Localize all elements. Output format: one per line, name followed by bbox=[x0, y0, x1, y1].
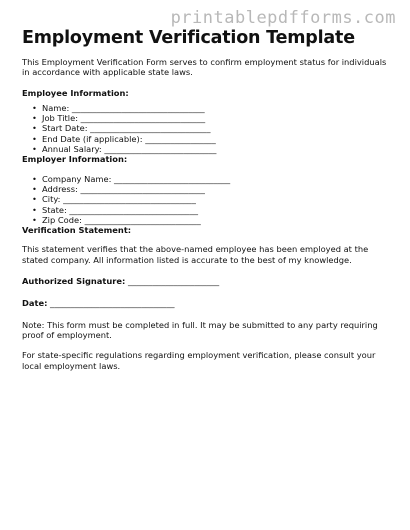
bullet-icon: • bbox=[32, 113, 37, 124]
date-blank: ______________________________ bbox=[50, 298, 175, 309]
bullet-icon: • bbox=[32, 214, 37, 225]
employee-field-end-date bbox=[32, 134, 392, 144]
employer-info-heading: Employer Information: bbox=[22, 154, 128, 165]
bullet-icon: • bbox=[32, 173, 37, 184]
bullet-icon: • bbox=[32, 133, 37, 144]
employer-field-list bbox=[22, 174, 392, 225]
field-label: End Date (if applicable): _________________ bbox=[42, 133, 216, 144]
field-label: Name: ________________________________ bbox=[42, 102, 205, 113]
employee-info-heading: Employee Information: bbox=[22, 87, 129, 98]
employee-field-name bbox=[32, 103, 392, 113]
employee-field-list bbox=[22, 103, 392, 154]
employer-field-address bbox=[32, 184, 392, 194]
page-title: Employment Verification Template bbox=[22, 28, 355, 48]
watermark: printablepdfforms.com bbox=[170, 8, 396, 28]
signature-blank: ______________________ bbox=[127, 276, 220, 287]
verification-heading: Verification Statement: bbox=[22, 225, 132, 236]
field-label: Zip Code: ____________________________ bbox=[42, 214, 201, 225]
closing-paragraph: For state-specific regulations regarding employment verification, please consult your local employment laws. bbox=[22, 350, 376, 371]
employee-field-start-date bbox=[32, 123, 392, 133]
signature-line bbox=[22, 276, 392, 286]
bullet-icon: • bbox=[32, 102, 37, 113]
note-paragraph: Note: This form must be completed in full. It may be submitted to any party requiring proof of employment. bbox=[22, 319, 378, 340]
field-label: Address: ______________________________ bbox=[42, 183, 205, 194]
employer-field-city bbox=[32, 194, 392, 204]
employer-field-zip-code bbox=[32, 215, 392, 225]
intro-paragraph: This Employment Verification Form serves to confirm employment status for individuals in accordance with applicable state laws. bbox=[22, 57, 387, 78]
date-line bbox=[22, 298, 392, 308]
verification-statement: This statement verifies that the above-named employee has been employed at the stated company. All information listed is accurate to the best of my knowledge. bbox=[22, 244, 369, 265]
employee-field-annual-salary bbox=[32, 144, 392, 154]
field-label: State: _______________________________ bbox=[42, 204, 198, 215]
bullet-icon: • bbox=[32, 194, 37, 205]
bullet-icon: • bbox=[32, 123, 37, 134]
date-label: Date: bbox=[22, 298, 48, 309]
field-label: Job Title: ______________________________ bbox=[42, 113, 206, 124]
field-label: Start Date: _____________________________ bbox=[42, 123, 211, 134]
field-label: Annual Salary: ___________________________ bbox=[42, 144, 217, 155]
bullet-icon: • bbox=[32, 204, 37, 215]
employee-field-job-title bbox=[32, 113, 392, 123]
document-body bbox=[22, 57, 392, 371]
bullet-icon: • bbox=[32, 183, 37, 194]
employer-field-state bbox=[32, 205, 392, 215]
signature-label: Authorized Signature: bbox=[22, 276, 126, 287]
field-label: Company Name: ____________________________ bbox=[42, 173, 231, 184]
field-label: City: ________________________________ bbox=[42, 194, 196, 205]
bullet-icon: • bbox=[32, 144, 37, 155]
employer-field-company-name bbox=[32, 174, 392, 184]
